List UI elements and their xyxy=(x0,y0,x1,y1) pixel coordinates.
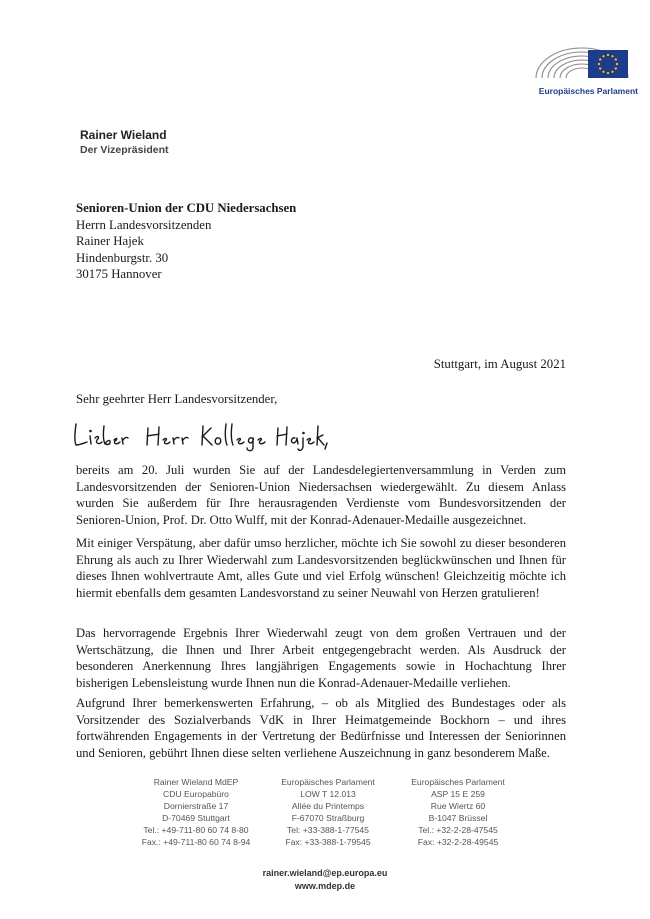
footer-line: ASP 15 E 259 xyxy=(431,788,485,799)
footer-line: LOW T 12.013 xyxy=(300,788,356,799)
footer-address-brussels xyxy=(388,777,528,848)
footer-line: Europäisches Parlament xyxy=(281,777,375,787)
recipient-line: Rainer Hajek xyxy=(76,234,144,249)
footer-line: Fax: +32-2-28-49545 xyxy=(417,836,499,847)
footer-email: rainer.wieland@ep.europa.eu xyxy=(262,868,388,878)
footer-line: D-70469 Stuttgart xyxy=(162,812,230,823)
body-paragraph: bereits am 20. Juli wurden Sie auf der Landesdelegiertenversammlung in Verden zum Landesvorsitzenden der Senioren-Union Niedersachsen wiedergewählt. Zu diesem Anlass wurden Sie außerdem für Ihre herausragenden Verdienste vom Bundesvorsitzenden der Senioren-Union, Prof. Dr. Otto Wulff, mit der Konrad-Adenauer-Medaille ausgezeichnet. xyxy=(76,463,566,528)
logo-text: Europäisches Parlament xyxy=(538,86,638,96)
footer-line: Fax.: +49-711-80 60 74 8-94 xyxy=(141,836,251,847)
place-date: Stuttgart, im August 2021 xyxy=(433,357,566,371)
sender-title: Der Vizepräsident xyxy=(80,144,169,156)
footer-contact xyxy=(0,867,650,892)
footer-address-strasbourg xyxy=(258,777,398,848)
footer-line: Rainer Wieland MdEP xyxy=(153,777,239,787)
footer-address-stuttgart xyxy=(126,777,266,848)
footer-line: CDU Europabüro xyxy=(163,788,229,799)
footer-line: B-1047 Brüssel xyxy=(428,812,488,823)
recipient-address xyxy=(76,200,296,283)
footer-line: Rue Wiertz 60 xyxy=(430,800,486,811)
footer-line: Dornierstraße 17 xyxy=(163,800,229,811)
european-parliament-logo xyxy=(508,38,638,104)
footer-line: F-67070 Straßburg xyxy=(291,812,365,823)
body-paragraph: Mit einiger Verspätung, aber dafür umso herzlicher, möchte ich Sie sowohl zu dieser besonderen Ehrung als auch zu Ihrer Wiederwahl zum Landesvorsitzenden beglückwünschen und Ihnen für dieses Ihnen wohlvertraute Amt, alles Gute und viel Erfolg wünschen! Gleichzeitig möchte ich hiermit ebenfalls dem gesamten Landesvorstand zu seiner Neuwahl von Herzen gratulieren! xyxy=(76,536,566,601)
footer-line: Tel.: +32-2-28-47545 xyxy=(418,824,498,835)
recipient-line: Hindenburgstr. 30 xyxy=(76,250,169,265)
recipient-line: 30175 Hannover xyxy=(76,267,162,282)
body-paragraph: Aufgrund Ihrer bemerkenswerten Erfahrung, – ob als Mitglied des Bundestages oder als Vorsitzender des Sozialverbands VdK in Ihrer Heimatgemeinde Bockhorn – und ihres fortwährenden Engagements in der Vertretung der Bedürfnisse und Interessen der Seniorinnen und Senioren, gebührt Ihnen diese selten verliehene Auszeichnung in ganz besonderem Maße. xyxy=(76,696,566,761)
parliament-hemicycle-icon xyxy=(528,38,638,84)
footer-website: www.mdep.de xyxy=(294,880,356,891)
footer-line: Tel: +33-388-1-77545 xyxy=(287,824,369,835)
footer-line: Allée du Printemps xyxy=(291,800,365,811)
footer-line: Europäisches Parlament xyxy=(411,777,505,787)
footer-line: Fax: +33-388-1-79545 xyxy=(285,836,371,847)
recipient-line: Herrn Landesvorsitzenden xyxy=(76,217,212,232)
recipient-organization: Senioren-Union der CDU Niedersachsen xyxy=(76,201,297,215)
sender-name: Rainer Wieland xyxy=(80,128,167,142)
salutation: Sehr geehrter Herr Landesvorsitzender, xyxy=(76,392,278,406)
footer-line: Tel.: +49-711-80 60 74 8-80 xyxy=(143,824,249,835)
handwritten-greeting xyxy=(70,418,330,452)
body-paragraph: Das hervorragende Ergebnis Ihrer Wiederwahl zeugt von dem großen Vertrauen und der Wertschätzung, die Ihnen und Ihrer Arbeit entgegengebracht werden. Als Ausdruck der besonderen Anerkennung Ihres langjährigen Engagements sowie in Hochachtung Ihrer bisherigen Lebensleistung wurde Ihnen nun die Konrad-Adenauer-Medaille verliehen. xyxy=(76,626,566,691)
